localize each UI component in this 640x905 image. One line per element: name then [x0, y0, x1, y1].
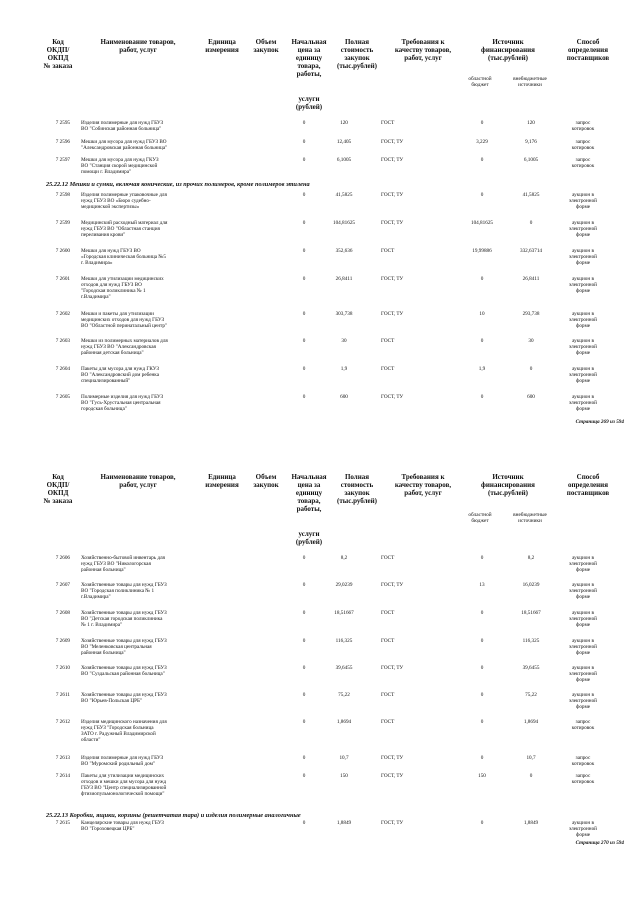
row-method: аукцион в электронной форме: [569, 311, 597, 329]
row-id: 7 2598: [55, 192, 70, 198]
row-price: 0: [302, 719, 306, 725]
row-req: ГОСТ, ТУ: [381, 220, 404, 226]
header-cost: Полная стоимость закупок (тыс.рублей): [336, 38, 378, 70]
row-price: 0: [302, 773, 306, 779]
row-name: Мешки для нужд ГБУЗ ВО «Городская клиническая больница №5 г. Владимира»: [81, 248, 166, 266]
row-name: Хозяйственные товары для нужд ГБУЗ ВО "Детская городская поликлиника № 1 г. Владимира": [81, 610, 167, 628]
row-extrabudget: 6,1005: [523, 157, 539, 163]
row-cost: 150: [340, 773, 348, 779]
row-cost: 1,8849: [336, 820, 352, 826]
row-req: ГОСТ: [381, 719, 395, 725]
row-req: ГОСТ, ТУ: [381, 773, 404, 779]
row-cost: 600: [340, 394, 348, 400]
row-id: 7 2614: [55, 773, 70, 779]
row-req: ГОСТ: [381, 338, 395, 344]
row-regional: 0: [480, 719, 484, 725]
header-code: Код ОКДП/ ОКПД № заказа: [43, 38, 73, 70]
row-cost: 352,636: [335, 248, 353, 254]
row-price: 0: [302, 120, 306, 126]
row-id: 7 2615: [55, 820, 70, 826]
row-regional: 150: [478, 773, 486, 779]
row-name: Мешки из полимерных материалов для нужд ГБУЗ ВО "Александровская районная детская больница": [81, 338, 168, 356]
row-id: 7 2599: [55, 220, 70, 226]
header-req: Требования к качеству товаров, работ, услуг: [394, 473, 452, 497]
header-cost: Полная стоимость закупок (тыс.рублей): [336, 473, 378, 505]
row-name: Пакеты для мусора для нужд ГКУЗ ВО "Александровский дом ребенка специализированный": [81, 366, 160, 384]
row-req: ГОСТ: [381, 120, 395, 126]
row-id: 7 2604: [55, 366, 70, 372]
row-cost: 104,81625: [332, 220, 356, 226]
row-name: Хозяйственные товары для нужд ГБУЗ ВО "Юрьев-Польская ЦРБ": [81, 692, 167, 704]
row-method: запрос котировок: [571, 755, 595, 767]
row-method: аукцион в электронной форме: [569, 820, 597, 838]
row-cost: 116,325: [335, 638, 353, 644]
row-price: 0: [302, 582, 306, 588]
row-cost: 1,9: [340, 366, 348, 372]
row-id: 7 2610: [55, 665, 70, 671]
row-regional: 1,9: [478, 366, 486, 372]
row-id: 7 2596: [55, 139, 70, 145]
row-extrabudget: 293,738: [522, 311, 540, 317]
header-volume: Объем закупок: [253, 38, 279, 54]
row-method: аукцион в электронной форме: [569, 638, 597, 656]
row-name: Изделия полимерные для нужд ГБУЗ ВО "Муромский родильный дом": [81, 755, 164, 767]
row-price: 0: [302, 638, 306, 644]
row-regional: 0: [480, 338, 484, 344]
row-name: Мешки для утилизации медицинских отходов для нужд ГБУЗ ВО "Городская поликлиника № 1 г.Владимира": [81, 276, 164, 300]
row-price: 0: [302, 755, 306, 761]
row-regional: 0: [480, 610, 484, 616]
page-footer: Страница 269 из 594: [575, 419, 624, 425]
row-extrabudget: 116,325: [522, 638, 540, 644]
row-cost: 75,22: [338, 692, 350, 698]
row-price: 0: [302, 692, 306, 698]
row-req: ГОСТ, ТУ: [381, 820, 404, 826]
row-regional: 0: [480, 120, 484, 126]
row-price: 0: [302, 220, 306, 226]
row-extrabudget: 120: [527, 120, 535, 126]
row-extrabudget: 332,63714: [519, 248, 543, 254]
header-volume: Объем закупок: [253, 473, 279, 489]
row-method: аукцион в электронной форме: [569, 338, 597, 356]
row-extrabudget: 0: [529, 220, 533, 226]
row-name: Хозяйственно-бытовой инвентарь для нужд ГБУЗ ВО "Никологорская районная больница": [81, 555, 165, 573]
header-unit: Единица измерения: [205, 473, 239, 489]
row-extrabudget: 30: [528, 338, 534, 344]
row-regional: 0: [480, 555, 484, 561]
row-req: ГОСТ, ТУ: [381, 394, 404, 400]
row-id: 7 2613: [55, 755, 70, 761]
section-heading: 25.22.12 Мешки и сумки, включая конические, из прочих полимеров, кроме полимеров этилена: [46, 181, 310, 188]
row-extrabudget: 0: [529, 366, 533, 372]
row-req: ГОСТ, ТУ: [381, 276, 404, 282]
row-method: запрос котировок: [571, 773, 595, 785]
header-price: Начальная цена за единицу товара, работы,: [291, 38, 327, 78]
row-regional: 0: [480, 638, 484, 644]
row-price: 0: [302, 394, 306, 400]
row-name: Хозяйственные товары для нужд ГБУЗ ВО "Меленковская центральная районная больница": [81, 638, 167, 656]
row-regional: 0: [480, 755, 484, 761]
row-cost: 6,1005: [336, 157, 352, 163]
row-regional: 0: [480, 665, 484, 671]
row-name: Канцелярские товары для нужд ГБУЗ ВО "Гороховецкая ЦРБ": [81, 820, 164, 832]
row-req: ГОСТ, ТУ: [381, 139, 404, 145]
row-id: 7 2605: [55, 394, 70, 400]
row-id: 7 2595: [55, 120, 70, 126]
row-price: 0: [302, 610, 306, 616]
row-req: ГОСТ, ТУ: [381, 582, 404, 588]
row-extrabudget: 39,6455: [522, 665, 540, 671]
header-method: Способ определения поставщиков: [566, 38, 610, 62]
row-req: ГОСТ: [381, 692, 395, 698]
row-cost: 12,405: [336, 139, 352, 145]
row-price: 0: [302, 665, 306, 671]
row-req: ГОСТ: [381, 610, 395, 616]
row-name: Мешки для мусора для нужд ГБУЗ ВО "Александровская районная больница": [81, 139, 168, 151]
row-method: запрос котировок: [571, 120, 595, 132]
row-name: Изделия полимерные для нужд ГБУЗ ВО "Собинская районная больница": [81, 120, 164, 132]
row-req: ГОСТ: [381, 638, 395, 644]
row-name: Мешки и пакеты для утилизации медицинских отходов для нужд ГБУЗ ВО "Областной перинатальный центр": [81, 311, 168, 329]
header-extrabudget: внебюджетные источники: [513, 76, 547, 88]
row-method: аукцион в электронной форме: [569, 610, 597, 628]
row-extrabudget: 0: [529, 773, 533, 779]
row-req: ГОСТ: [381, 555, 395, 561]
row-regional: 10: [479, 311, 485, 317]
row-method: аукцион в электронной форме: [569, 692, 597, 710]
header-price-2: услуги (рублей): [295, 530, 323, 546]
row-id: 7 2603: [55, 338, 70, 344]
row-cost: 8,2: [340, 555, 348, 561]
row-extrabudget: 1,8694: [523, 719, 539, 725]
row-regional: 0: [480, 192, 484, 198]
row-cost: 120: [340, 120, 348, 126]
row-name: Изделия полимерные упаковочные для нужд ГБУЗ ВО «Бюро судебно- медицинской экспертизы»: [81, 192, 167, 210]
row-extrabudget: 10,7: [526, 755, 536, 761]
row-id: 7 2609: [55, 638, 70, 644]
row-extrabudget: 18,51667: [521, 610, 541, 616]
page-footer: Страница 270 из 594: [575, 840, 624, 846]
header-source: Источник финансирования (тыс.рублей): [481, 473, 535, 497]
row-cost: 1,8694: [336, 719, 352, 725]
row-regional: 13: [479, 582, 485, 588]
row-id: 7 2606: [55, 555, 70, 561]
row-method: аукцион в электронной форме: [569, 582, 597, 600]
row-extrabudget: 8,2: [527, 555, 535, 561]
row-extrabudget: 600: [527, 394, 535, 400]
row-cost: 39,6455: [335, 665, 353, 671]
header-price: Начальная цена за единицу товара, работы,: [291, 473, 327, 513]
row-name: Мешки для мусора для нужд ГКУЗ ВО "Станция скорой медицинской помощи г. Владимира": [81, 157, 159, 175]
row-cost: 29,0239: [335, 582, 353, 588]
row-req: ГОСТ, ТУ: [381, 157, 404, 163]
header-name: Наименование товаров, работ, услуг: [100, 473, 176, 489]
header-regional: областной бюджет: [468, 512, 492, 524]
row-price: 0: [302, 820, 306, 826]
row-price: 0: [302, 366, 306, 372]
row-req: ГОСТ: [381, 366, 395, 372]
row-price: 0: [302, 248, 306, 254]
row-regional: 0: [480, 820, 484, 826]
row-req: ГОСТ, ТУ: [381, 311, 404, 317]
row-name: Изделия медицинского назначения для нужд ГБУЗ "Городская больница ЗАТО г. Радужный Владимирской области": [81, 719, 167, 743]
row-name: Пакеты для утилизации медицинских отходов и мешки для мусора для нужд ГБУЗ ВО "Центр специализированной фтизиопульмонологической помощи": [81, 773, 167, 797]
row-extrabudget: 41,5825: [522, 192, 540, 198]
row-method: аукцион в электронной форме: [569, 366, 597, 384]
header-price-2: услуги (рублей): [295, 95, 323, 111]
row-price: 0: [302, 139, 306, 145]
row-price: 0: [302, 276, 306, 282]
row-cost: 41,5825: [335, 192, 353, 198]
row-regional: 0: [480, 157, 484, 163]
header-method: Способ определения поставщиков: [566, 473, 610, 497]
row-name: Хозяйственные товары для нужд ГБУЗ ВО "Городская поликлиника № 1 г.Владимира": [81, 582, 167, 600]
row-cost: 26,8411: [335, 276, 353, 282]
row-method: запрос котировок: [571, 139, 595, 151]
row-price: 0: [302, 192, 306, 198]
row-name: Полимерные изделия для нужд ГБУЗ ВО "Гусь-Хрустальная центральная городская больница": [81, 394, 164, 412]
row-price: 0: [302, 157, 306, 163]
row-regional: 0: [480, 394, 484, 400]
row-cost: 10,7: [339, 755, 349, 761]
row-price: 0: [302, 555, 306, 561]
row-name: Медицинский расходный материал для нужд ГБУЗ ВО "Областная станция переливания крови": [81, 220, 168, 238]
section-heading: 25.22.13 Коробки, ящики, корзины (решетчатая тара) и изделия полимерные аналогичные: [46, 812, 301, 819]
row-extrabudget: 75,22: [525, 692, 537, 698]
row-price: 0: [302, 338, 306, 344]
row-regional: 0: [480, 692, 484, 698]
header-req: Требования к качеству товаров, работ, услуг: [394, 38, 452, 62]
row-req: ГОСТ, ТУ: [381, 192, 404, 198]
row-extrabudget: 1,8849: [523, 820, 539, 826]
row-id: 7 2600: [55, 248, 70, 254]
row-id: 7 2608: [55, 610, 70, 616]
header-name: Наименование товаров, работ, услуг: [100, 38, 176, 54]
row-id: 7 2602: [55, 311, 70, 317]
row-method: аукцион в электронной форме: [569, 394, 597, 412]
row-price: 0: [302, 311, 306, 317]
row-regional: 19,99886: [472, 248, 492, 254]
header-extrabudget: внебюджетные источники: [513, 512, 547, 524]
row-id: 7 2611: [55, 692, 70, 698]
row-id: 7 2601: [55, 276, 70, 282]
row-cost: 30: [341, 338, 347, 344]
row-method: аукцион в электронной форме: [569, 665, 597, 683]
row-method: аукцион в электронной форме: [569, 555, 597, 573]
row-method: аукцион в электронной форме: [569, 276, 597, 294]
row-regional: 3,229: [476, 139, 488, 145]
row-extrabudget: 16,0239: [522, 582, 540, 588]
row-regional: 0: [480, 276, 484, 282]
row-method: аукцион в электронной форме: [569, 192, 597, 210]
row-id: 7 2597: [55, 157, 70, 163]
header-unit: Единица измерения: [205, 38, 239, 54]
row-regional: 104,81625: [470, 220, 494, 226]
row-req: ГОСТ, ТУ: [381, 755, 404, 761]
row-req: ГОСТ: [381, 248, 395, 254]
header-source: Источник финансирования (тыс.рублей): [481, 38, 535, 62]
row-method: запрос котировок: [571, 157, 595, 169]
row-extrabudget: 9,176: [525, 139, 537, 145]
row-name: Хозяйственные товары для нужд ГБУЗ ВО "Суздальская районная больница": [81, 665, 167, 677]
row-method: запрос котировок: [571, 719, 595, 731]
row-req: ГОСТ, ТУ: [381, 665, 404, 671]
row-method: аукцион в электронной форме: [569, 220, 597, 238]
row-cost: 303,738: [335, 311, 353, 317]
row-method: аукцион в электронной форме: [569, 248, 597, 266]
row-id: 7 2612: [55, 719, 70, 725]
header-regional: областной бюджет: [468, 76, 492, 88]
header-code: Код ОКДП/ ОКПД № заказа: [43, 473, 73, 505]
row-id: 7 2607: [55, 582, 70, 588]
row-cost: 18,51667: [334, 610, 354, 616]
row-extrabudget: 26,8411: [522, 276, 540, 282]
